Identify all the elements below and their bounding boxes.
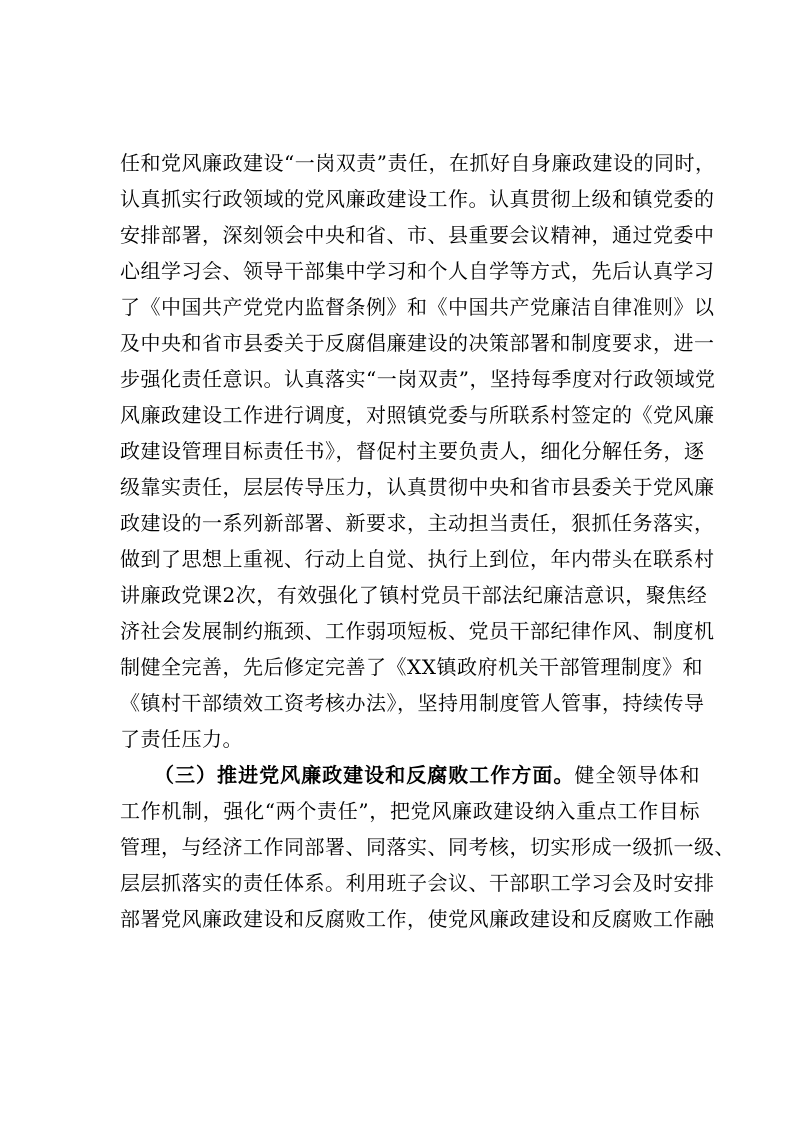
paragraph-1-line-10: 级靠实责任，层层传导压力，认真贯彻中央和省市县委关于党风廉 xyxy=(120,475,715,499)
paragraph-1-line-2: 认真抓实行政领域的党风廉政建设工作。认真贯彻上级和镇党委的 xyxy=(120,187,715,211)
document-body xyxy=(120,145,735,937)
paragraph-2-first-line xyxy=(120,757,700,793)
paragraph-1-line-11: 政建设的一系列新部署、新要求，主动担当责任，狠抓任务落实， xyxy=(120,511,715,535)
paragraph-2-line-3: 管理，与经济工作同部署、同落实、同考核，切实形成一级抓一级、 xyxy=(120,835,735,859)
paragraph-1-line-6: 及中央和省市县委关于反腐倡廉建设的决策部署和制度要求，进一 xyxy=(120,331,715,355)
paragraph-1-line-12: 做到了思想上重视、行动上自觉、执行上到位，年内带头在联系村 xyxy=(120,547,715,571)
paragraph-1-line-16: 《镇村干部绩效工资考核办法》，坚持用制度管人管事，持续传导 xyxy=(120,691,705,715)
paragraph-2-line-2: 工作机制，强化“两个责任”，把党风廉政建设纳入重点工作目标 xyxy=(120,799,700,823)
paragraph-1-line-5: 了《中国共产党党内监督条例》和《中国共产党廉洁自律准则》以 xyxy=(120,295,715,319)
paragraph-1-line-1: 任和党风廉政建设“一岗双责”责任，在抓好自身廉政建设的同时， xyxy=(120,151,716,175)
paragraph-2-line-4: 层层抓落实的责任体系。利用班子会议、干部职工学习会及时安排 xyxy=(120,871,715,895)
paragraph-1-line-9: 政建设管理目标责任书》，督促村主要负责人，细化分解任务，逐 xyxy=(120,439,705,463)
paragraph-2-line-5: 部署党风廉政建设和反腐败工作，使党风廉政建设和反腐败工作融 xyxy=(120,907,715,931)
paragraph-2-first-line-text: 健全领导体和 xyxy=(574,763,701,787)
paragraph-1-line-14: 济社会发展制约瓶颈、工作弱项短板、党员干部纪律作风、制度机 xyxy=(120,619,715,643)
paragraph-1-line-15: 制健全完善，先后修定完善了《XX镇政府机关干部管理制度》和 xyxy=(120,655,703,679)
paragraph-1-line-7: 步强化责任意识。认真落实“一岗双责”，坚持每季度对行政领域党 xyxy=(120,367,716,391)
paragraph-1-line-8: 风廉政建设工作进行调度，对照镇党委与所联系村签定的《党风廉 xyxy=(120,403,715,427)
paragraph-1-line-3: 安排部署，深刻领会中央和省、市、县重要会议精神，通过党委中 xyxy=(120,223,715,247)
paragraph-1-line-17: 了责任压力。 xyxy=(120,727,243,751)
section-heading: （三）推进党风廉政建设和反腐败工作方面。 xyxy=(154,763,575,787)
paragraph-1-line-13: 讲廉政党课2次，有效强化了镇村党员干部法纪廉洁意识，聚焦经 xyxy=(120,583,708,607)
paragraph-1-line-4: 心组学习会、领导干部集中学习和个人自学等方式，先后认真学习 xyxy=(120,259,715,283)
